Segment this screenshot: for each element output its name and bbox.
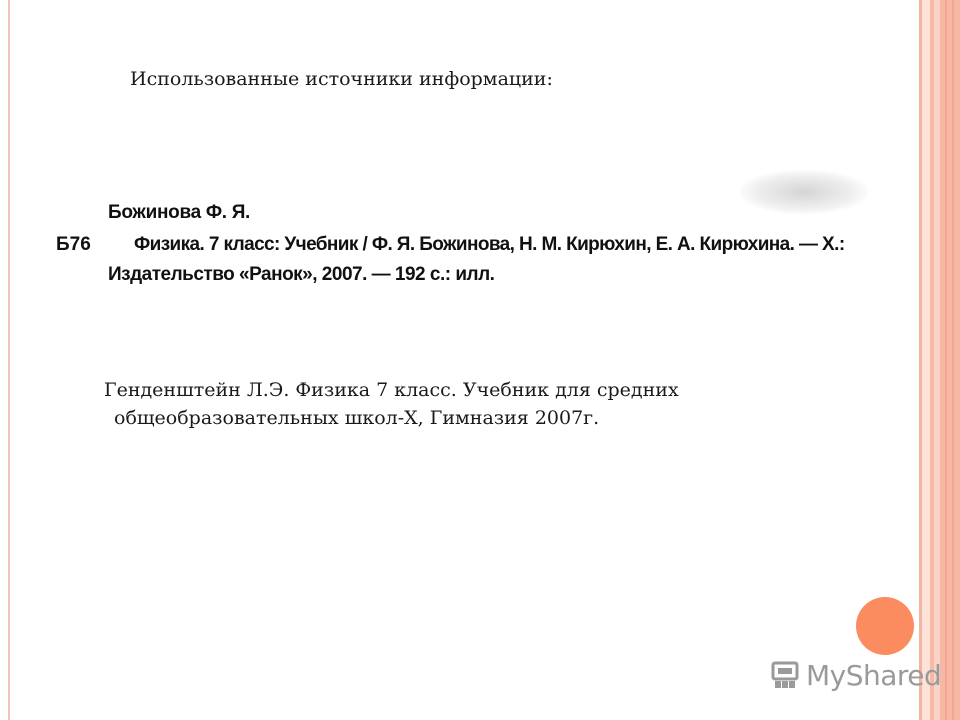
scan-smudge xyxy=(740,170,868,214)
decorative-stripe xyxy=(922,0,930,720)
bib-title-line: Физика. 7 класс: Учебник / Ф. Я. Божинова, Н. М. Кирюхин, Е. А. Кирюхина. — Х.: xyxy=(134,234,845,255)
classroom-presentation-icon xyxy=(770,660,800,690)
reference-line-1: Генденштейн Л.Э. Физика 7 класс. Учебник для средних xyxy=(104,379,679,401)
decorative-stripe xyxy=(945,0,947,720)
slide-heading: Использованные источники информации: xyxy=(130,68,553,90)
bib-library-code: Б76 xyxy=(56,234,91,255)
bib-publisher-line: Издательство «Ранок», 2007. — 192 с.: илл. xyxy=(108,264,495,285)
bibliography-scan-image xyxy=(50,198,910,298)
decorative-stripe xyxy=(940,0,960,720)
watermark-logo xyxy=(770,655,941,695)
decorative-circle xyxy=(856,597,914,655)
left-frame-line xyxy=(8,0,10,720)
reference-entry xyxy=(104,376,679,432)
decorative-stripe xyxy=(952,0,954,720)
watermark-text: MyShared xyxy=(806,658,942,692)
reference-line-2: общеобразовательных школ-Х, Гимназия 2007г. xyxy=(114,407,600,429)
bib-author: Божинова Ф. Я. xyxy=(108,202,251,223)
